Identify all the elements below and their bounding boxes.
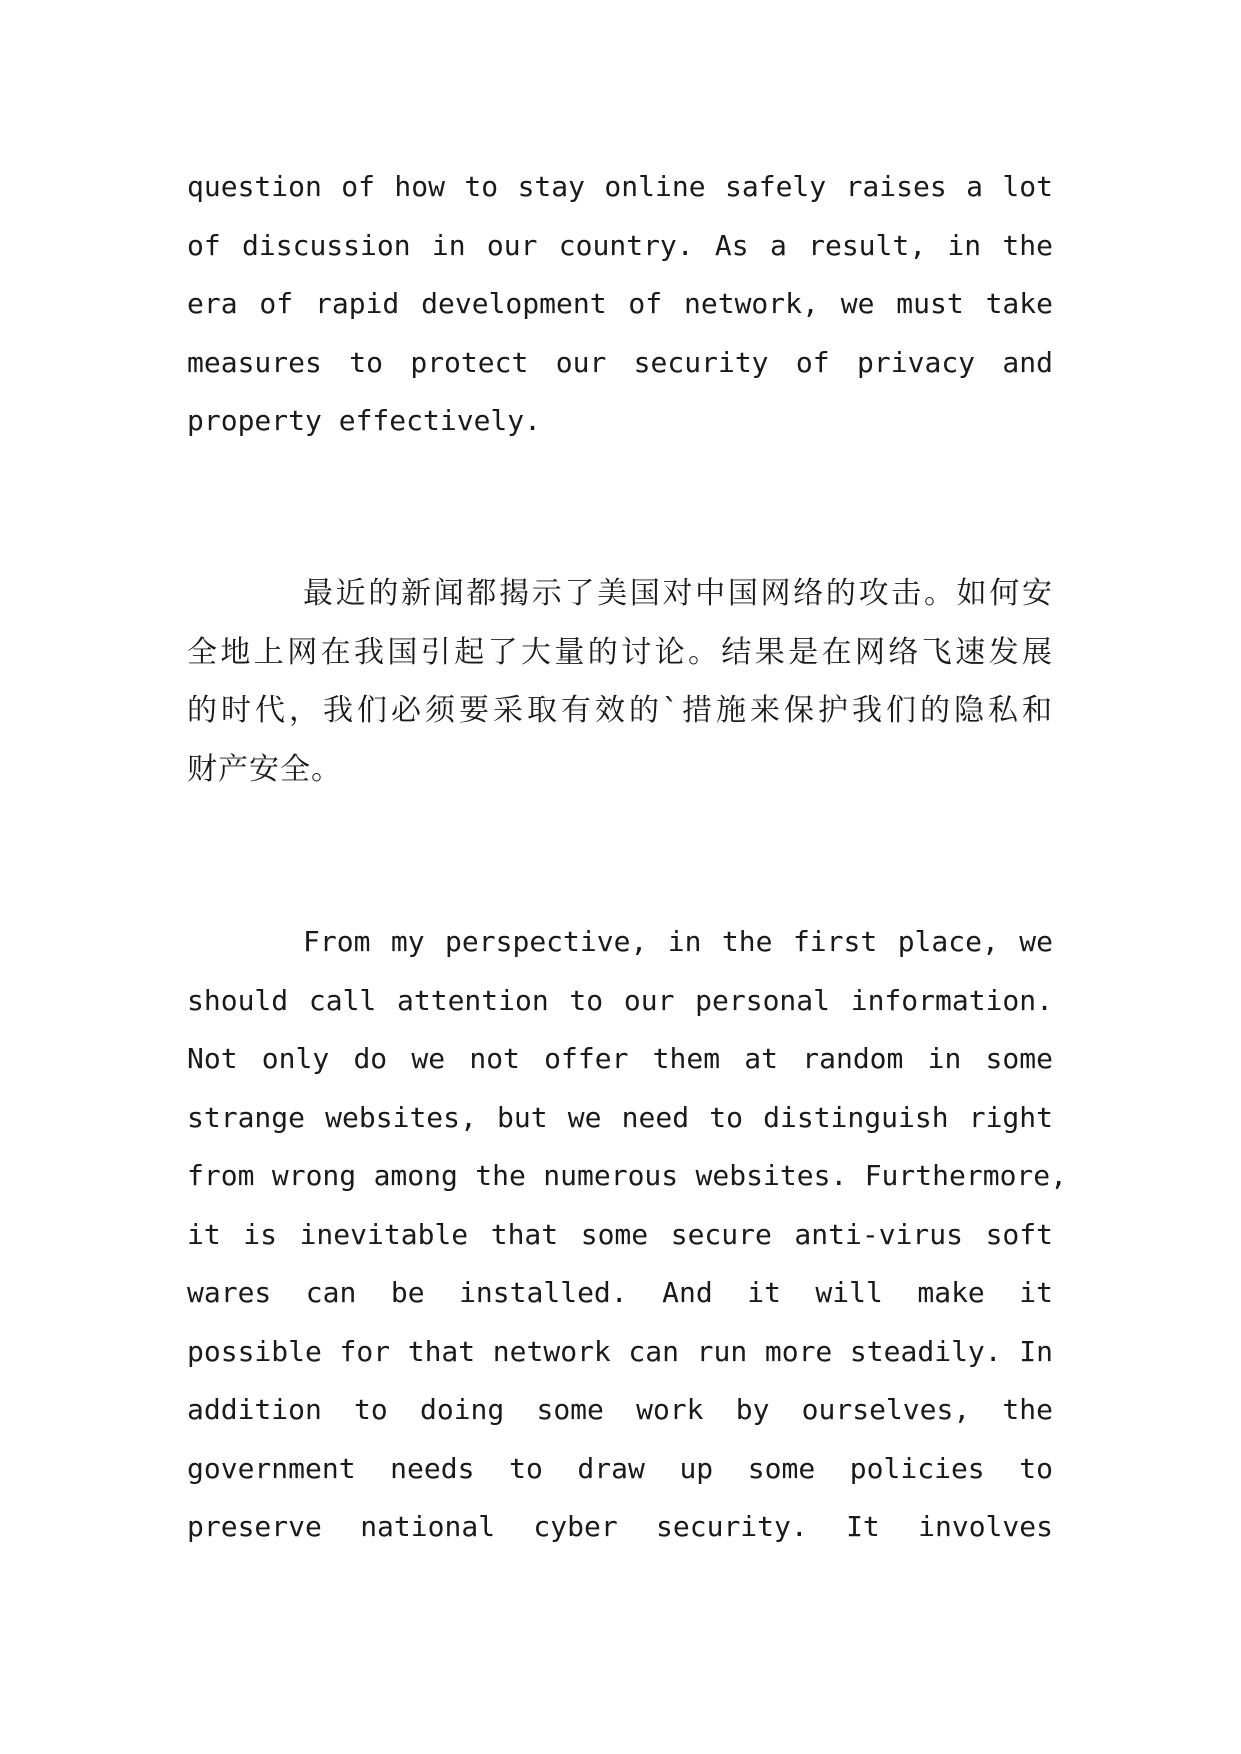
text-line: Not only do we not offer them at random in some [187,1042,1053,1075]
text-line: property effectively. [187,404,542,437]
text-line: possible for that network can run more steadily. In [187,1334,1053,1368]
text-line: question of how to stay online safely raises a lot [187,170,1053,203]
text-line: should call attention to our personal information. [187,983,1053,1017]
text-line: era of rapid development of network, we must take [187,287,1053,320]
text-line: preserve national cyber security. It involves [187,1510,1053,1543]
paragraph-online-safety [187,158,1053,451]
paragraph-chinese-translation [187,565,1053,799]
text-line: wares can be installed. And it will make it [187,1276,1053,1309]
text-line: government needs to draw up some policies to [187,1451,1053,1485]
text-line: from wrong among the numerous websites. Furthermore, [187,1159,1067,1192]
paragraph-perspective [187,913,1067,1557]
text-line: measures to protect our security of privacy and [187,345,1053,379]
text-line: addition to doing some work by ourselves, the [187,1393,1053,1426]
text-line: strange websites, but we need to distinguish right [187,1100,1053,1134]
text-line: 的时代，我们必须要采取有效的`措施来保护我们的隐私和 [187,693,1053,728]
text-line: From my perspective, in the first place, we [303,925,1053,958]
text-line: 全地上网在我国引起了大量的讨论。结果是在网络飞速发展 [187,634,1053,670]
text-line: 最近的新闻都揭示了美国对中国网络的攻击。如何安 [303,576,1053,611]
text-line: it is inevitable that some secure anti-virus soft [187,1217,1053,1251]
text-line: 财产安全。 [187,751,342,787]
text-line: of discussion in our country. As a result, in the [187,228,1053,262]
